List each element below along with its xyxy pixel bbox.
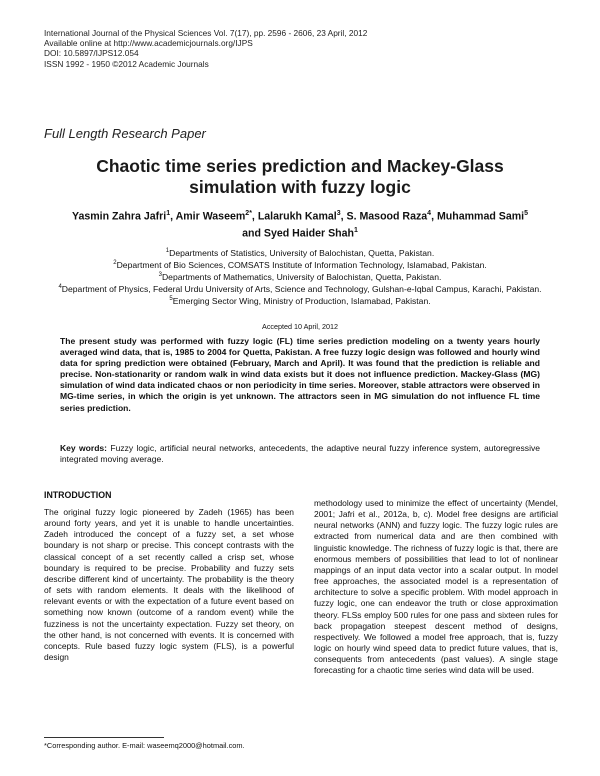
journal-header bbox=[44, 28, 367, 69]
body-column-right: methodology used to minimize the effect of uncertainty (Mendel, 2001; Jafri et al., 2012a, b, c). Model free designs are artificial neural networks (ANN) and fuzzy logic. The fuzzy logic rules are extracted from numerical data and are then combined with linguistic knowledge. The richness of fuzzy logic is that, there are enormous members of possibilities that lead to lot of nonlinear mappings of an input data vector into a scalar output. In model free approaches, the associated model is a representation of architecture to solve a specific problem. With model approach in fuzzy logic, one can endeavor the truth or close approximation theory. FLSs employ 500 rules for one pass and sixteen rules for back propagation steepest descent method of designs, respectively. We followed a model free approach, that is, fuzzy logic on hourly wind speed data to predict future values, that is, consequents from antecedents (past values). A single stage forecasting for a chaotic time series wind data will be used. bbox=[314, 498, 558, 676]
author-name: S. Masood Raza bbox=[346, 210, 428, 223]
issn: ISSN 1992 - 1950 ©2012 Academic Journals bbox=[44, 58, 209, 69]
author-line-2 bbox=[44, 224, 556, 241]
footnote-corresponding-author: *Corresponding author. E-mail: waseemq2000@hotmail.com. bbox=[44, 741, 245, 750]
affiliation: $^1$Departments of Statistics, University of Balochistan, Quetta, Pakistan. bbox=[165, 247, 435, 258]
author-affil-sup: 1 bbox=[353, 227, 358, 235]
title-line-1: Chaotic time series prediction and Mackey-Glass bbox=[96, 156, 504, 176]
affiliation: $^4$Department of Physics, Federal Urdu University of Arts, Science and Technology, Gulshan-e-Iqbal Campus, Karachi, Pakistan. bbox=[58, 284, 542, 295]
title-line-2: simulation with fuzzy logic bbox=[189, 177, 411, 197]
keywords bbox=[60, 443, 540, 465]
author-line-1: Yasmin Zahra Jafri$^1$, Amir Waseem$^{2*}$, Lalarukh Kamal$^3$, S. Masood Raza$^4$, Muhammad Sami$^5$ bbox=[71, 210, 528, 223]
journal-url: Available online at http://www.academicjournals.org/IJPS bbox=[44, 38, 253, 49]
affiliation: $^3$Departments of Mathematics, University of Balochistan, Quetta, Pakistan. bbox=[158, 271, 442, 282]
author-affil-sup: 1 bbox=[166, 210, 171, 217]
affiliations bbox=[44, 246, 556, 306]
journal-citation: International Journal of the Physical Sciences Vol. 7(17), pp. 2596 - 2606, 23 April, 2012 bbox=[44, 28, 368, 38]
affiliation: $^5$Emerging Sector Wing, Ministry of Production, Islamabad, Pakistan. bbox=[169, 296, 431, 307]
abstract: The present study was performed with fuzzy logic (FL) time series prediction modeling on a twenty years hourly averaged wind data, that is, 1985 to 2004 for Quetta, Pakistan. A free fuzzy logic design was followed and hourly wind data for spring prediction were obtained (February, March and April). It was found that the prediction is reliable and precise. Non-stationarity or random walk in wind data exists but it does not influence prediction. Mackey-Glass (MG) simulation of wind data indicated chaos or non periodicity in time series. Moreover, stable attractors were observed in MG-time series, in which the origin is yet unknown. The attractors seen in MG simulation do not influence FL time series prediction. bbox=[60, 336, 540, 413]
author-name: Lalarukh Kamal bbox=[257, 210, 337, 223]
paper-title bbox=[44, 156, 556, 198]
author-name: Yasmin Zahra Jafri bbox=[71, 210, 167, 223]
accepted-date: Accepted 10 April, 2012 bbox=[262, 322, 338, 331]
author-list bbox=[44, 207, 556, 241]
author-name: and Syed Haider Shah bbox=[242, 227, 354, 240]
author-affil-sup: 3 bbox=[336, 210, 341, 217]
author-affil-sup: 5 bbox=[524, 210, 528, 217]
paper-type: Full Length Research Paper bbox=[44, 126, 206, 141]
author-affil-sup: 2* bbox=[245, 210, 252, 217]
doi: DOI: 10.5897/IJPS12.054 bbox=[44, 48, 139, 59]
affiliation: $^2$Department of Bio Sciences, COMSATS Institute of Information Technology, Islamabad, Pakistan. bbox=[113, 259, 487, 270]
section-heading-introduction: INTRODUCTION bbox=[44, 490, 112, 500]
author-name: Muhammad Sami bbox=[436, 210, 525, 223]
body-column-left: The original fuzzy logic pioneered by Zadeh (1965) has been around forty years, and yet it is unable to handle uncertainties. Zadeh introduced the concept of a fuzzy set, a set whose boundary is not sharp or precise. This concept contrasts with the classical concept of a set recently called a crisp set, whose boundary is required to be precise. Probability and fuzzy sets describe different kind of uncertainty. The probability is the theory of sets with random elements. It deals with the likelihood of relevant events or with the expectation of a future event based on something now known (outcome of a random event) while the fuzziness is not the uncertainty expectation. Fuzzy set theory, on the other hand, is not concerned with events. It is concerned with concepts. Rule based fuzzy logic system (FLS), is a powerful design bbox=[44, 507, 294, 663]
footnote-divider bbox=[44, 737, 164, 738]
author-name: Amir Waseem bbox=[175, 210, 246, 223]
keywords-text: Fuzzy logic, artificial neural networks, antecedents, the adaptive neural fuzzy inference system, autoregressive integrated moving average. bbox=[60, 443, 541, 465]
keywords-label: Key words: bbox=[60, 443, 108, 453]
author-affil-sup: 4 bbox=[427, 210, 432, 217]
